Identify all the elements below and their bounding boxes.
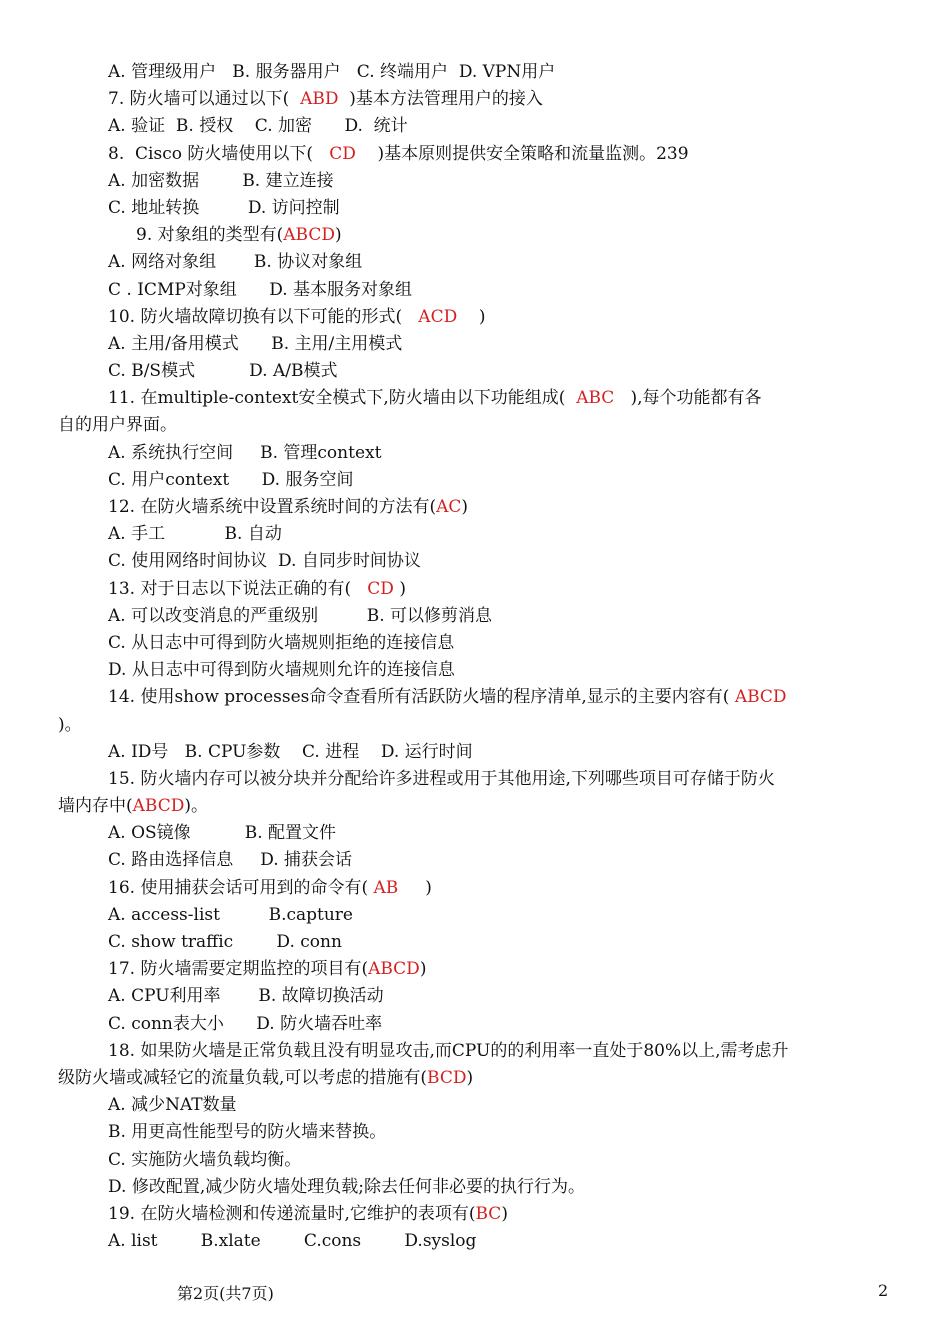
answer-options: C. B/S模式 D. A/B模式	[108, 361, 338, 382]
question-stem-end: )	[335, 225, 342, 246]
question-stem: 7. 防火墙可以通过以下(	[108, 89, 301, 110]
question-continuation	[58, 1065, 888, 1092]
question-stem: 级防火墙或减轻它的流量负载,可以考虑的措施有(	[58, 1067, 428, 1088]
question-stem: 19. 在防火墙检测和传递流量时,它维护的表项有(	[108, 1203, 476, 1224]
question-stem-end: )	[501, 1203, 508, 1224]
question-stem-end: )基本原则提供安全策略和流量监测。239	[355, 143, 689, 164]
question-text	[58, 304, 888, 331]
question-continuation: )。	[58, 714, 82, 735]
answer-key: BC	[475, 1203, 502, 1224]
question-stem: 13. 对于日志以下说法正确的有(	[108, 578, 368, 599]
answer-key: BCD	[427, 1067, 467, 1088]
question-text	[58, 86, 888, 113]
question-list	[58, 59, 888, 1255]
answer-key: ACD	[418, 306, 458, 327]
answer-options: D. 从日志中可得到防火墙规则允许的连接信息	[108, 660, 455, 681]
question-text	[58, 1038, 888, 1065]
answer-options: A. CPU利用率 B. 故障切换活动	[108, 986, 384, 1007]
question-stem-end: )	[466, 1067, 474, 1088]
answer-options: C. 路由选择信息 D. 捕获会话	[108, 850, 353, 871]
question-stem: 12. 在防火墙系统中设置系统时间的方法有(	[108, 497, 437, 517]
answer-options: A. 网络对象组 B. 协议对象组	[108, 252, 363, 273]
answer-options: A. 可以改变消息的严重级别 B. 可以修剪消息	[108, 605, 493, 626]
question-text	[58, 576, 888, 603]
answer-options: A. OS镜像 B. 配置文件	[108, 823, 337, 844]
question-text	[58, 141, 888, 168]
answer-options: A. 手工 B. 自动	[108, 524, 282, 545]
question-stem-end: )。	[184, 796, 209, 817]
question-stem-end: )	[398, 877, 432, 898]
question-continuation: 自的用户界面。	[58, 415, 177, 436]
question-continuation	[58, 793, 888, 820]
question-text	[58, 385, 888, 412]
answer-options: A. 减少NAT数量	[108, 1095, 237, 1116]
question-stem: 墙内存中(	[58, 796, 133, 817]
question-stem-end: )基本方法管理用户的接入	[338, 89, 543, 110]
question-stem-end: )	[461, 497, 469, 517]
answer-options: A. 加密数据 B. 建立连接	[108, 170, 334, 191]
question-text	[58, 222, 888, 249]
page-number: 2	[878, 1281, 889, 1300]
answer-options: C. show traffic D. conn	[108, 932, 342, 952]
question-stem: 14. 使用show processes命令查看所有活跃防火墙的程序清单,显示的主要内容有(	[108, 687, 735, 708]
answer-options: C. 地址转换 D. 访问控制	[108, 197, 340, 218]
question-text	[58, 875, 888, 902]
answer-key: ABD	[300, 89, 339, 110]
question-text	[58, 766, 888, 793]
answer-options: A. 主用/备用模式 B. 主用/主用模式	[108, 333, 403, 354]
answer-options: D. 修改配置,减少防火墙处理负载;除去任何非必要的执行行为。	[108, 1176, 585, 1197]
answer-options: A. 验证 B. 授权 C. 加密 D. 统计	[108, 116, 408, 137]
page-footer-label: 第2页(共7页)	[177, 1284, 274, 1303]
answer-options: C. conn表大小 D. 防火墙吞吐率	[108, 1013, 383, 1034]
question-text	[58, 956, 888, 983]
question-stem-end: ),每个功能都有各	[614, 388, 762, 409]
answer-options: C. 用户context D. 服务空间	[108, 469, 354, 490]
answer-options: C. 实施防火墙负载均衡。	[108, 1149, 302, 1170]
answer-options: C. 使用网络时间协议 D. 自同步时间协议	[108, 551, 421, 572]
question-text	[58, 684, 888, 711]
answer-key: AB	[373, 877, 399, 898]
question-stem: 18. 如果防火墙是正常负载且没有明显攻击,而CPU的的利用率一直处于80%以上,需考虑升	[108, 1040, 789, 1061]
answer-key: ABCD	[368, 959, 420, 980]
question-stem-end: )	[393, 578, 406, 599]
question-stem: 11. 在multiple-context安全模式下,防火墙由以下功能组成(	[108, 388, 577, 409]
answer-options: C . ICMP对象组 D. 基本服务对象组	[108, 279, 413, 300]
answer-key: ABCD	[283, 225, 335, 246]
answer-key: ABCD	[734, 687, 787, 708]
question-stem-end: )	[457, 306, 486, 327]
question-stem: 10. 防火墙故障切换有以下可能的形式(	[108, 306, 419, 327]
question-stem-end: )	[419, 959, 427, 980]
answer-key: CD	[367, 578, 394, 599]
question-stem: 9. 对象组的类型有(	[136, 225, 284, 246]
answer-options: A. access-list B.capture	[108, 904, 353, 925]
answer-options: A. 管理级用户 B. 服务器用户 C. 终端用户 D. VPN用户	[108, 62, 556, 82]
answer-options: C. 从日志中可得到防火墙规则拒绝的连接信息	[108, 632, 455, 653]
question-text	[58, 494, 888, 521]
answer-key: ABC	[576, 388, 615, 409]
answer-key: ABCD	[132, 796, 185, 817]
question-stem: 16. 使用捕获会话可用到的命令有(	[108, 877, 374, 898]
question-text	[58, 1201, 888, 1228]
question-stem: 17. 防火墙需要定期监控的项目有(	[108, 959, 369, 980]
answer-options: B. 用更高性能型号的防火墙来替换。	[108, 1122, 387, 1143]
question-stem: 8. Cisco 防火墙使用以下(	[108, 143, 330, 164]
answer-options: A. 系统执行空间 B. 管理context	[108, 442, 382, 463]
answer-options: A. ID号 B. CPU参数 C. 进程 D. 运行时间	[108, 741, 473, 762]
answer-key: AC	[436, 497, 462, 517]
question-stem: 15. 防火墙内存可以被分块并分配给许多进程或用于其他用途,下列哪些项目可存储于防火	[108, 768, 775, 789]
answer-options: A. list B.xlate C.cons D.syslog	[108, 1231, 477, 1252]
answer-key: CD	[329, 143, 356, 164]
